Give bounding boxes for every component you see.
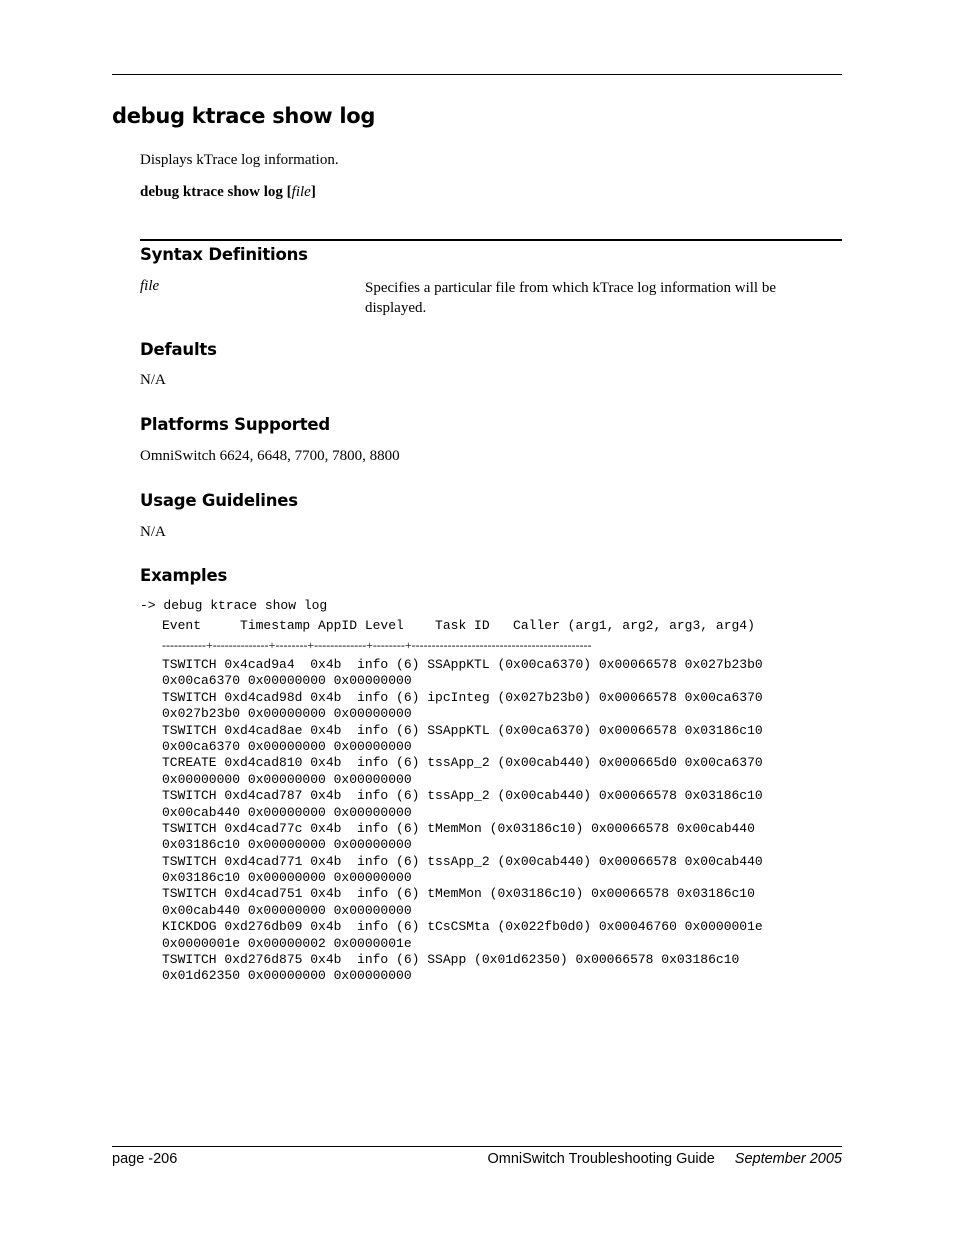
log-line: TSWITCH 0x4cad9a4 0x4b info (6) SSAppKTL (0x00ca6370) 0x00066578 0x027b23b0	[162, 657, 763, 672]
log-line: TSWITCH 0xd4cad787 0x4b info (6) tssApp_2 (0x00cab440) 0x00066578 0x03186c10	[162, 788, 763, 804]
log-line: 0x00ca6370 0x00000000 0x00000000	[162, 738, 412, 754]
log-line: TSWITCH 0xd4cad771 0x4b info (6) tssApp_2 (0x00cab440) 0x00066578 0x00cab440	[162, 853, 763, 869]
example-command: -> debug ktrace show log	[140, 598, 328, 613]
log-line: 0x01d62350 0x00000000 0x00000000	[162, 968, 412, 984]
log-line: TCREATE 0xd4cad810 0x4b info (6) tssApp_2 (0x00cab440) 0x000665d0 0x00ca6370	[162, 755, 763, 771]
platforms-value: OmniSwitch 6624, 6648, 7700, 7800, 8800	[140, 448, 400, 464]
usage-value: N/A	[140, 524, 166, 540]
param-description: Specifies a particular file from which kTrace log information will be displayed.	[365, 280, 776, 316]
page-title: debug ktrace show log	[112, 104, 376, 128]
heading-defaults: Defaults	[140, 340, 217, 359]
log-line: 0x00cab440 0x00000000 0x00000000	[162, 804, 412, 820]
heading-platforms: Platforms Supported	[140, 415, 330, 434]
section-rule	[140, 239, 842, 241]
footer-guide	[487, 1151, 842, 1167]
log-line: KICKDOG 0xd276db09 0x4b info (6) tCsCSMta (0x022fb0d0) 0x00046760 0x0000001e	[162, 919, 763, 935]
log-line: TSWITCH 0xd4cad77c 0x4b info (6) tMemMon (0x03186c10) 0x00066578 0x00cab440	[162, 820, 755, 836]
heading-examples: Examples	[140, 566, 228, 585]
log-line: 0x00cab440 0x00000000 0x00000000	[162, 902, 412, 918]
syntax-param: file	[291, 184, 311, 200]
log-line: TSWITCH 0xd4cad751 0x4b info (6) tMemMon (0x03186c10) 0x00066578 0x03186c10	[162, 886, 755, 902]
log-line: TSWITCH 0xd4cad8ae 0x4b info (6) SSAppKTL (0x00ca6370) 0x00066578 0x03186c10	[162, 722, 763, 738]
footer-page-number: page -206	[112, 1151, 178, 1167]
example-separator: -----------+--------------+--------+-------------+--------+---------------------------------------------	[162, 638, 592, 652]
defaults-value: N/A	[140, 372, 166, 388]
param-name: file	[140, 278, 160, 294]
footer-guide-title: OmniSwitch Troubleshooting Guide	[487, 1151, 715, 1167]
example-log	[162, 657, 763, 985]
log-line: 0x027b23b0 0x00000000 0x00000000	[162, 706, 412, 722]
log-line: 0x0000001e 0x00000002 0x0000001e	[162, 935, 412, 951]
footer-date: September 2005	[734, 1151, 842, 1167]
log-line: 0x03186c10 0x00000000 0x00000000	[162, 837, 412, 853]
log-line: TSWITCH 0xd276d875 0x4b info (6) SSApp (0x01d62350) 0x00066578 0x03186c10	[162, 952, 740, 968]
command-syntax	[140, 184, 316, 201]
heading-usage: Usage Guidelines	[140, 491, 298, 510]
log-line: TSWITCH 0xd4cad98d 0x4b info (6) ipcInteg (0x027b23b0) 0x00066578 0x00ca6370	[162, 689, 763, 705]
syntax-command: debug ktrace show log [	[140, 184, 292, 200]
syntax-close: ]	[310, 184, 316, 200]
top-rule	[112, 74, 842, 75]
log-line: 0x00ca6370 0x00000000 0x00000000	[162, 673, 412, 689]
bottom-rule	[112, 1146, 842, 1147]
heading-syntax-definitions: Syntax Definitions	[140, 245, 308, 264]
example-header: Event Timestamp AppID Level Task ID Caller (arg1, arg2, arg3, arg4)	[162, 618, 755, 633]
log-line: 0x00000000 0x00000000 0x00000000	[162, 771, 412, 787]
command-description: Displays kTrace log information.	[140, 152, 339, 168]
log-line: 0x03186c10 0x00000000 0x00000000	[162, 870, 412, 886]
